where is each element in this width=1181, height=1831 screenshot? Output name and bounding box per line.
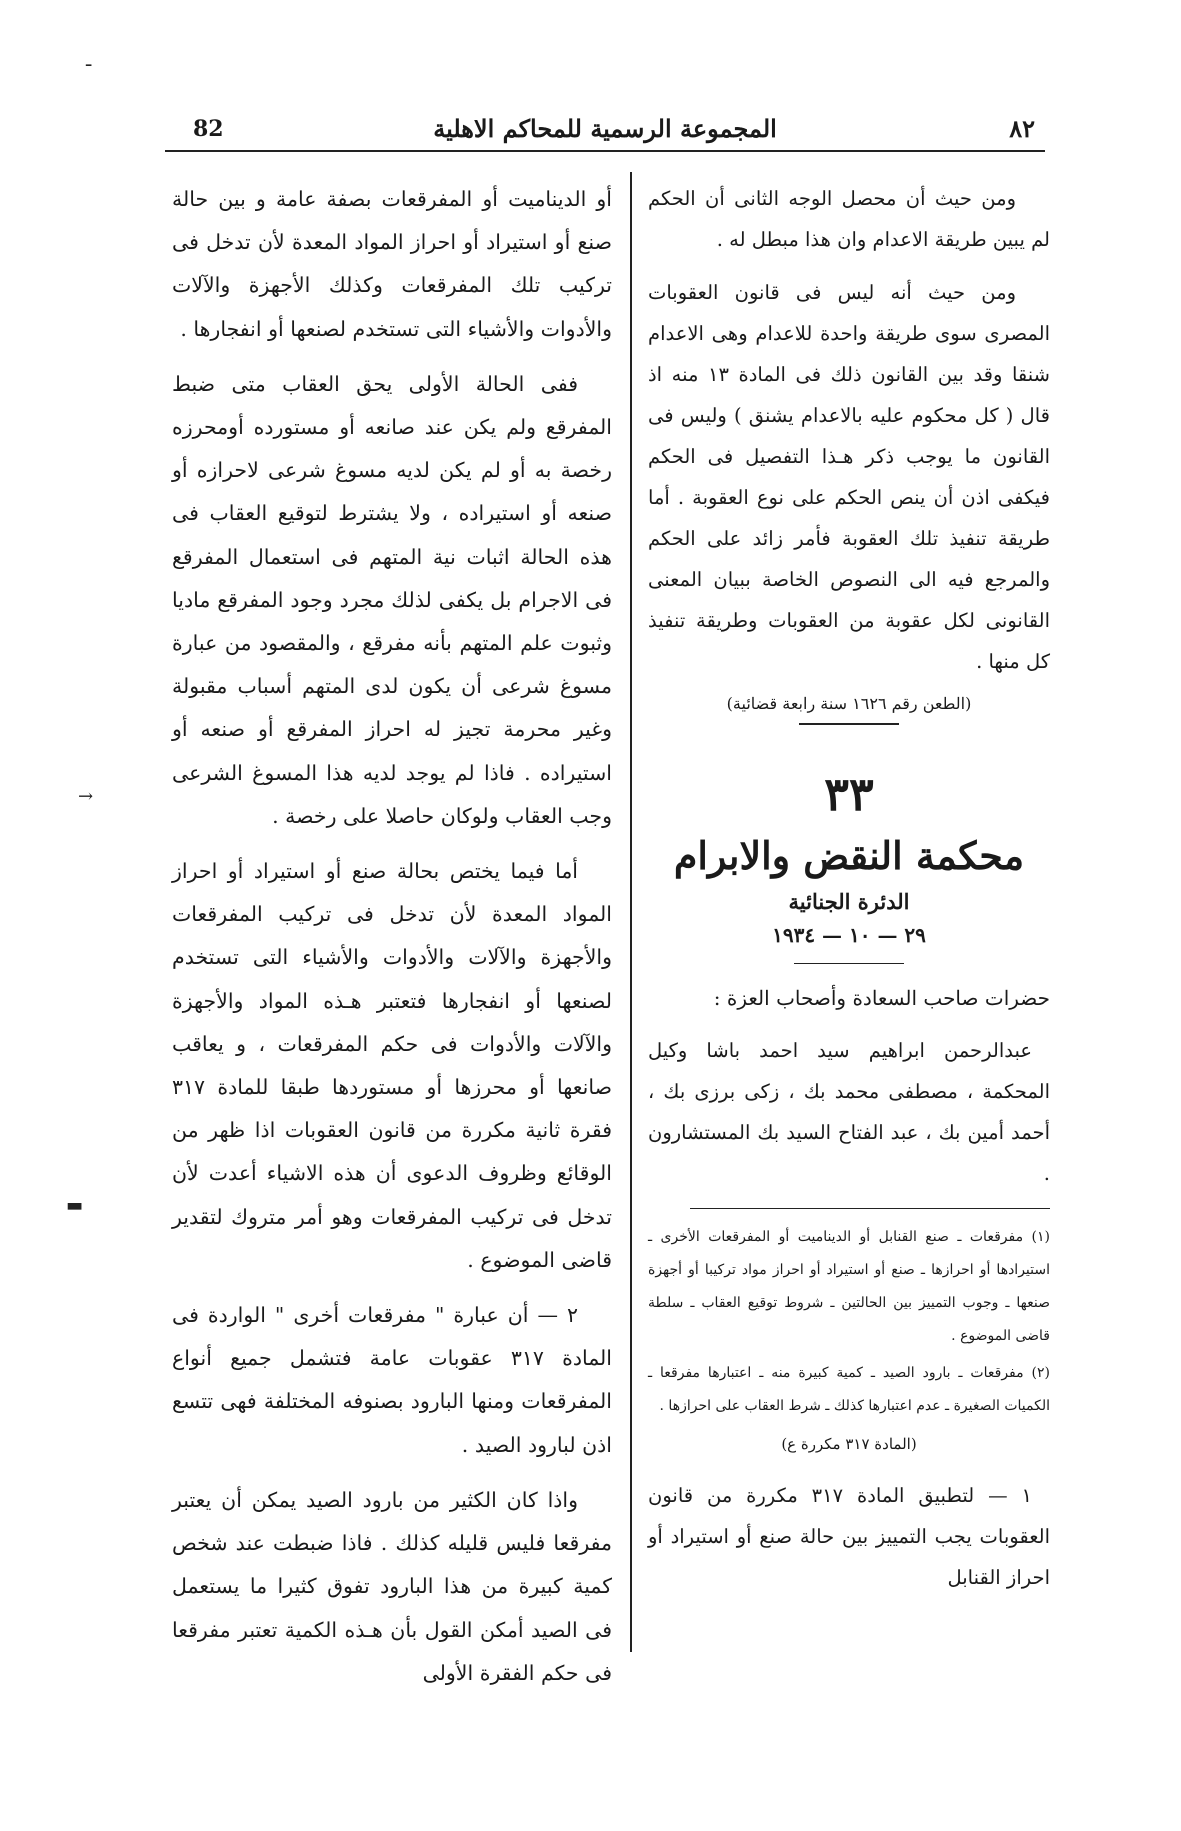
left-column	[172, 178, 612, 1707]
appeal-citation: (الطعن رقم ١٦٢٦ سنة رابعة قضائية)	[726, 694, 972, 713]
margin-mark: ـ	[86, 50, 92, 71]
principle-paragraph: ١ — لتطبيق المادة ٣١٧ مكررة من قانون العقوبات يجب التمييز بين حالة صنع أو استيراد أو احراز القنابل	[648, 1484, 1050, 1589]
running-title: المجموعة الرسمية للمحاكم الاهلية	[433, 114, 777, 143]
paragraph: ففى الحالة الأولى يحق العقاب متى ضبط المفرقع ولم يكن عند صانعه أو مستورده أومحرزه رخصة به أو لم يكن لديه مسوغ شرعى لاحرازه أو صنعه أو استيراده ، ولا يشترط لتوقيع العقاب فى هذه الحالة اثبات نية المتهم فى استعمال المفرقع فى الاجرام بل يكفى لذلك مجرد وجود المفرقع ماديا وثبوت علم المتهم بأنه مفرقع ، والمقصود من عبارة مسوغ شرعى أن يكون لدى المتهم أسباب مقبولة وغير محرمة تجيز له احراز المفرقع أو صنعه أو استيراده . فاذا لم يوجد لديه هذا المسوغ الشرعى وجب العقاب ولوكان حاصلا على رخصة .	[172, 371, 612, 828]
page-number-latin: 82	[193, 116, 224, 142]
court-name: محكمة النقض والابرام	[673, 833, 1025, 878]
article-reference: (المادة ٣١٧ مكررة ع)	[781, 1435, 917, 1453]
margin-arrow: →	[78, 786, 94, 807]
ruling-date: ٢٩ — ١٠ — ١٩٣٤	[772, 923, 926, 947]
paragraph: أو الديناميت أو المفرقعات بصفة عامة و بين حالة صنع أو استيراد أو احراز المواد المعدة لأن تدخل فى تركيب تلك المفرقعات وكذلك الأجهزة والآلات والأدوات والأشياء التى تستخدم لصنعها أو انفجارها .	[172, 187, 612, 341]
header-rule	[165, 150, 1045, 152]
circuit-name: الدئرة الجنائية	[788, 889, 910, 914]
paragraph: ومن حيث أنه ليس فى قانون العقوبات المصرى سوى طريقة واحدة للاعدام وهى الاعدام شنقا وقد بين القانون ذلك فى المادة ١٣ منه اذ قال ( كل محكوم عليه بالاعدام يشنق ) وليس فى القانون ما يوجب ذكر هـذا التفصيل فى الحكم فيكفى اذن أن ينص الحكم على نوع العقوبة . أما طريقة تنفيذ تلك العقوبة فأمر زائد على الحكم والمرجع فيه الى النصوص الخاصة ببيان المعنى القانونى لكل عقوبة من العقوبات وطريقة تنفيذ كل منها .	[648, 281, 1050, 673]
section-separator	[799, 723, 899, 725]
right-column	[648, 178, 1050, 1598]
column-divider	[630, 172, 632, 1652]
paragraph: واذا كان الكثير من بارود الصيد يمكن أن يعتبر مفرقعا فليس قليله كذلك . فاذا ضبطت عند شخص كمية كبيرة من هذا البارود تفوق كثيرا ما يستعمل فى الصيد أمكن القول بأن هـذه الكمية تعتبر مفرقعا فى حكم الفقرة الأولى	[172, 1487, 612, 1685]
headnote: (١) مفرقعات ـ صنع القنابل أو الديناميت أو المفرقعات الأخرى ـ استيرادها أو احرازها ـ صنع أو استيراد أو احراز مواد تركيبا أو أجهزة صنعها ـ وجوب التمييز بين الحالتين ـ شروط توقيع العقاب ـ سلطة قاضى الموضوع .	[648, 1229, 1050, 1344]
paragraph: ٢ — أن عبارة " مفرقعات أخرى " الواردة فى المادة ٣١٧ عقوبات عامة فتشمل جميع أنواع المفرقعات ومنها البارود بصنوفه المختلفة فهى تتسع اذن لبارود الصيد .	[172, 1303, 612, 1457]
paragraph: أما فيما يختص بحالة صنع أو استيراد أو احراز المواد المعدة لأن تدخل فى تركيب المفرقعات والأجهزة والآلات والأدوات والأشياء التى تستخدم لصنعها أو انفجارها فتعتبر هـذه المواد والأجهزة والآلات والأدوات فى حكم المفرقعات ، و يعاقب صانعها أو محرزها أو مستوردها طبقا للمادة ٣١٧ فقرة ثانية مكررة من قانون العقوبات اذا ظهر من الوقائع وظروف الدعوى أن هذه الاشياء أعدت لأن تدخل فى تركيب المفرقعات وهو أمر متروك لتقدير قاضى الموضوع .	[172, 859, 612, 1272]
date-rule	[794, 963, 904, 964]
page-number-arabic: ٨٢	[1009, 114, 1035, 143]
notes-rule	[690, 1208, 1050, 1209]
page-header	[165, 112, 1045, 152]
judges-list: عبدالرحمن ابراهيم سيد احمد باشا وكيل المحكمة ، مصطفى محمد بك ، زكى برزى بك ، أحمد أمين بك ، عبد الفتاح السيد بك المستشارون .	[648, 1039, 1050, 1185]
margin-mark: ▬	[66, 1195, 84, 1216]
salutation: حضرات صاحب السعادة وأصحاب العزة :	[713, 986, 1050, 1010]
headnote: (٢) مفرقعات ـ بارود الصيد ـ كمية كبيرة منه ـ اعتبارها مفرقعا ـ الكميات الصغيرة ـ عدم اعتبارها كذلك ـ شرط العقاب على احرازها .	[648, 1365, 1050, 1414]
case-number: ٣٣	[824, 767, 874, 821]
paragraph: ومن حيث أن محصل الوجه الثانى أن الحكم لم يبين طريقة الاعدام وان هذا مبطل له .	[648, 187, 1050, 251]
